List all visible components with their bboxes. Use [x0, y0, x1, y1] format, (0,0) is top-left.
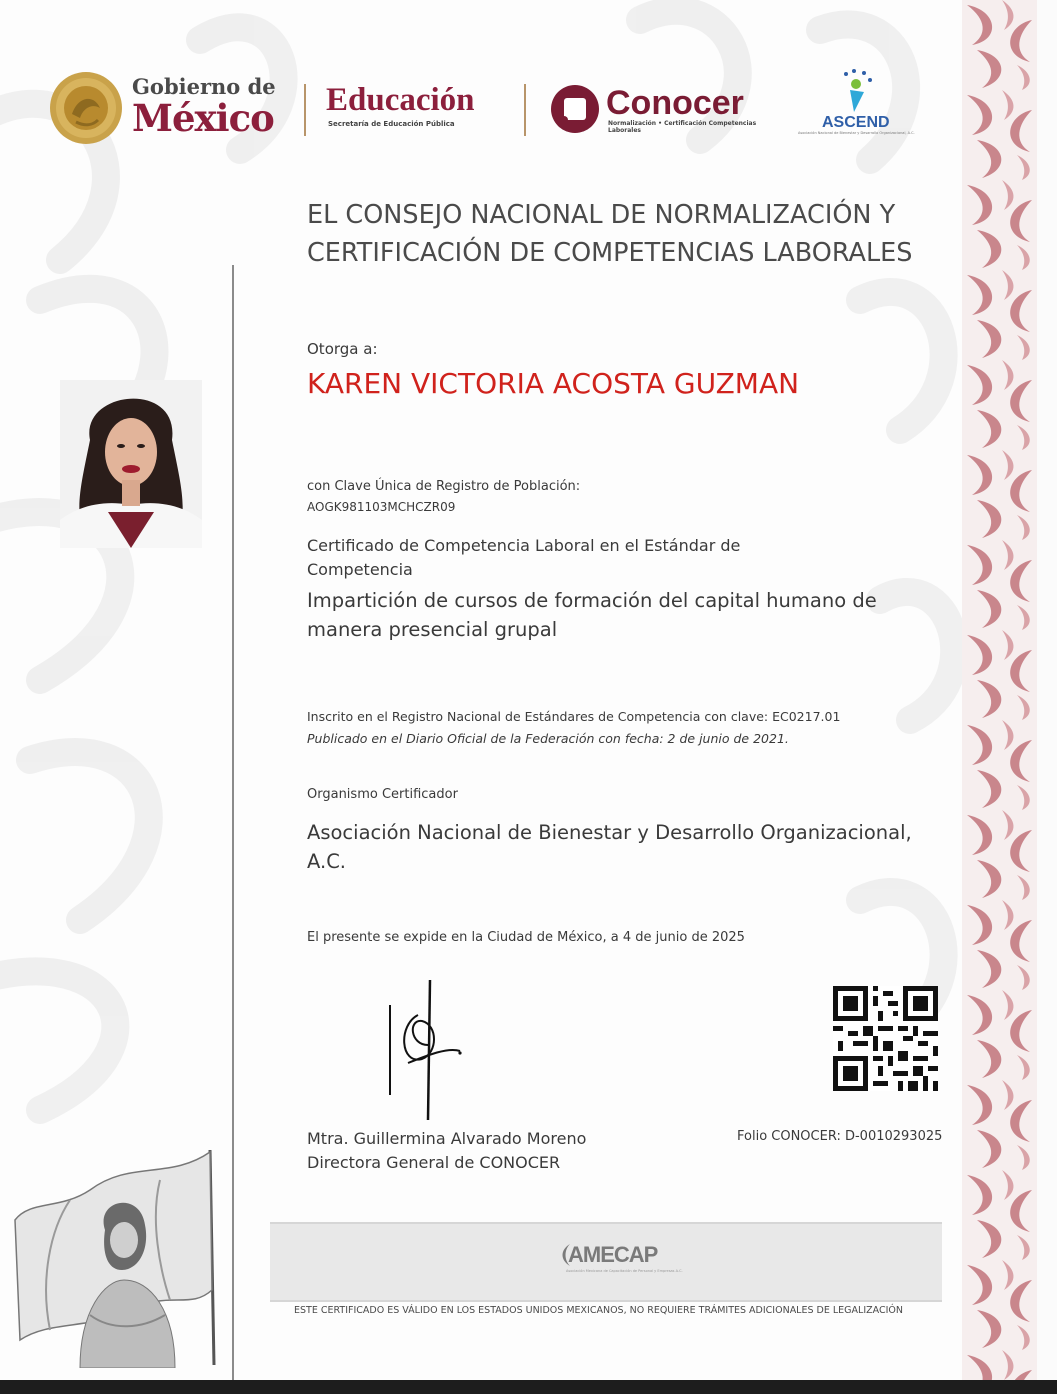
recipient-name: KAREN VICTORIA ACOSTA GUZMAN — [307, 367, 800, 400]
amecap-subtitle: Asociación Mexicana de Capacitación de Personal y Empresas A.C. — [566, 1269, 683, 1273]
conocer-title: Conocer — [606, 84, 744, 122]
registro-text: Inscrito en el Registro Nacional de Estándares de Competencia con clave: EC0217.01 — [307, 709, 841, 724]
recipient-photo — [60, 380, 202, 548]
amecap-logo-text: AMECAP — [568, 1242, 658, 1267]
ascend-title: ASCEND — [822, 114, 890, 131]
portrait-image — [60, 380, 202, 548]
decorative-border — [962, 0, 1037, 1380]
expide-text: El presente se expide en la Ciudad de México, a 4 de junio de 2025 — [307, 930, 745, 945]
amecap-banner — [270, 1222, 942, 1302]
signer-block — [307, 1127, 586, 1175]
ascend-subtitle: Asociación Nacional de Bienestar y Desarrollo Organizacional, A.C. — [798, 131, 915, 135]
gobierno-line1: Gobierno de — [132, 74, 276, 99]
leaf-pattern-icon — [962, 0, 1037, 1380]
organismo-name: Asociación Nacional de Bienestar y Desarrollo Organizacional, A.C. — [307, 821, 912, 873]
certificate-heading: EL CONSEJO NACIONAL DE NORMALIZACIÓN Y CERTIFICACIÓN DE COMPETENCIAS LABORALES — [307, 200, 913, 268]
curp-label: con Clave Única de Registro de Población: — [307, 479, 581, 494]
signature-icon — [378, 975, 468, 1125]
signer-title: Directora General de CONOCER — [307, 1153, 561, 1172]
signer-name: Mtra. Guillermina Alvarado Moreno — [307, 1129, 587, 1148]
qr-code — [833, 986, 938, 1091]
conocer-logo-icon — [550, 84, 600, 134]
flag-mural-icon — [10, 1140, 228, 1368]
otorga-label: Otorga a: — [307, 340, 378, 358]
vertical-divider — [232, 265, 234, 1380]
folio-text: Folio CONOCER: D-0010293025 — [737, 1129, 943, 1144]
page-edge — [1037, 0, 1057, 1380]
qr-code-icon — [833, 986, 938, 1091]
standard-name: Impartición de cursos de formación del capital humano de manera presencial grupal — [307, 589, 877, 641]
curp-value: AOGK981103MCHCZR09 — [307, 500, 456, 514]
certificate-type: Certificado de Competencia Laboral en el Estándar de Competencia — [307, 536, 741, 579]
header-separator — [304, 84, 306, 136]
educacion-subtitle: Secretaría de Educación Pública — [328, 120, 455, 128]
conocer-subtitle: Normalización • Certificación Competencias Laborales — [608, 120, 757, 134]
ascend-logo-icon — [838, 68, 878, 114]
legal-note: ESTE CERTIFICADO ES VÁLIDO EN LOS ESTADOS UNIDOS MEXICANOS, NO REQUIERE TRÁMITES ADICIONALES DE LEGALIZACIÓN — [294, 1305, 903, 1316]
educacion-title: Educación — [326, 82, 475, 118]
escudo-nacional-icon — [48, 68, 128, 148]
header-separator — [524, 84, 526, 136]
bottom-bar — [0, 1380, 1057, 1394]
gobierno-line2: México — [132, 96, 274, 140]
gobierno-logo — [48, 68, 288, 148]
publicado-text: Publicado en el Diario Oficial de la Federación con fecha: 2 de junio de 2021. — [307, 731, 789, 746]
organismo-label: Organismo Certificador — [307, 787, 458, 802]
